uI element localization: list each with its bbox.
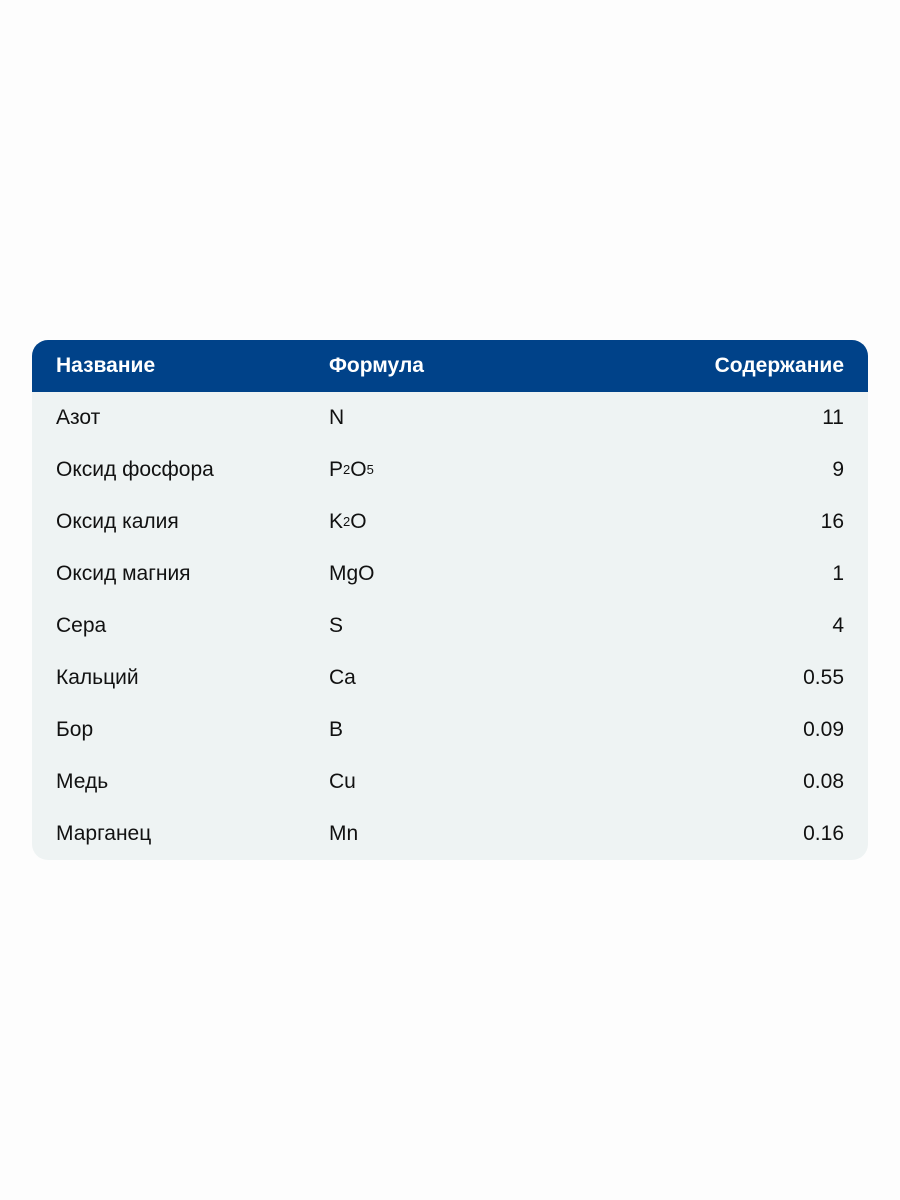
- cell-name: Марганец: [56, 822, 152, 845]
- cell-name: Оксид магния: [56, 562, 191, 585]
- cell-value: 0.55: [803, 666, 844, 689]
- header-name: Название: [56, 354, 156, 377]
- cell-formula: [329, 392, 344, 444]
- cell-name: Кальций: [56, 666, 139, 689]
- cell-formula: [329, 808, 358, 860]
- table-body: [32, 392, 868, 860]
- cell-formula: [329, 600, 343, 652]
- cell-name: Медь: [56, 770, 109, 793]
- cell-name: Оксид калия: [56, 510, 179, 533]
- formula-symbol: O: [350, 458, 367, 481]
- formula-symbol: MgO: [329, 562, 375, 585]
- formula-symbol: S: [329, 614, 344, 637]
- cell-value: 0.16: [803, 822, 844, 845]
- formula-symbol: O: [350, 510, 367, 533]
- formula-symbol: Ca: [329, 666, 356, 689]
- cell-value: 16: [820, 510, 844, 533]
- cell-value: 0.08: [803, 770, 844, 793]
- cell-value: 4: [832, 614, 844, 637]
- cell-value: 1: [832, 562, 844, 585]
- formula-symbol: K: [329, 510, 344, 533]
- formula-symbol: B: [329, 718, 344, 741]
- cell-name: Бор: [56, 718, 94, 741]
- cell-value: 0.09: [803, 718, 844, 741]
- composition-table: [32, 340, 868, 860]
- table-row: [32, 756, 868, 808]
- table-row: [32, 496, 868, 548]
- table-row: [32, 704, 868, 756]
- table-row: [32, 392, 868, 444]
- cell-formula: [329, 548, 375, 600]
- formula-symbol: N: [329, 406, 345, 429]
- cell-name: Оксид фосфора: [56, 458, 214, 481]
- cell-value: 9: [832, 458, 844, 481]
- cell-value: 11: [822, 406, 844, 429]
- table-row: [32, 600, 868, 652]
- cell-name: Азот: [56, 406, 101, 429]
- formula-symbol: P: [329, 458, 344, 481]
- table-row: [32, 808, 868, 860]
- cell-formula: P 2 O 5: [329, 458, 374, 481]
- cell-formula: K 2 O: [329, 510, 367, 533]
- table-row: [32, 652, 868, 704]
- formula-symbol: Cu: [329, 770, 356, 793]
- cell-formula: [329, 652, 356, 704]
- cell-formula: [329, 756, 356, 808]
- table-header: [32, 340, 868, 392]
- cell-formula: [329, 704, 343, 756]
- header-formula: Формула: [329, 354, 424, 377]
- table-row: [32, 444, 868, 496]
- cell-name: Сера: [56, 614, 107, 637]
- header-value: Содержание: [714, 354, 844, 377]
- formula-symbol: Mn: [329, 822, 359, 845]
- table-row: [32, 548, 868, 600]
